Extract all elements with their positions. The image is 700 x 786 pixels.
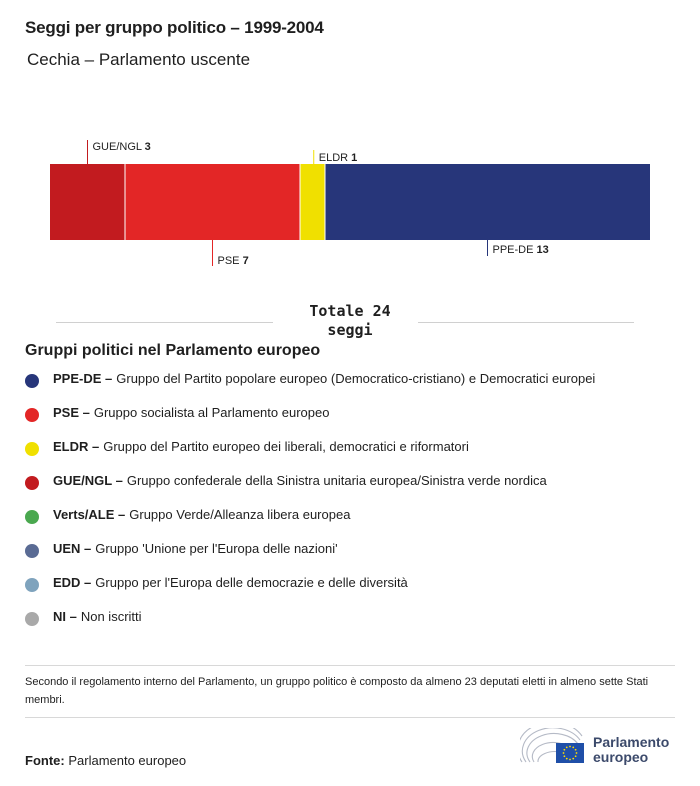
eu-star <box>569 746 571 748</box>
legend-abbr: GUE/NGL – <box>53 473 123 488</box>
legend-desc: Gruppo del Partito europeo dei liberali, democratici e riformatori <box>103 439 469 454</box>
bar-segment-pse <box>125 164 300 240</box>
segment-label <box>93 141 151 153</box>
eu-star <box>575 749 577 751</box>
legend-item <box>25 541 595 575</box>
bar-segment-gue-ngl <box>50 164 125 240</box>
segment-label-value: 3 <box>144 141 151 153</box>
eu-star <box>569 759 571 761</box>
hemicycle-flag-icon <box>520 728 590 768</box>
legend-abbr: EDD – <box>53 575 92 590</box>
legend <box>25 371 595 643</box>
legend-item <box>25 405 595 439</box>
eu-star <box>572 746 574 748</box>
footnote: Secondo il regolamento interno del Parlamento, un gruppo politico è composto da almeno 23 deputati eletti in almeno sette Stati membri. <box>25 676 649 706</box>
legend-desc: Gruppo del Partito popolare europeo (Democratico-cristiano) e Democratici europei <box>116 371 596 386</box>
segment-label-value: 13 <box>536 244 549 256</box>
legend-abbr: Verts/ALE – <box>53 507 126 522</box>
source-text: Parlamento europeo <box>68 753 187 768</box>
chart-title: Seggi per gruppo politico – 1999-2004 <box>25 18 324 37</box>
logo-line2: europeo <box>593 749 649 765</box>
legend-item <box>25 609 595 643</box>
total-seats-count: Totale 24 <box>309 302 391 320</box>
total-seats <box>0 302 700 342</box>
seats-stacked-bar-chart <box>0 130 700 270</box>
eu-star <box>575 755 577 757</box>
eu-star <box>566 758 568 760</box>
legend-desc: Gruppo Verde/Alleanza libera europea <box>129 507 351 522</box>
legend-dot <box>25 578 39 592</box>
legend-item <box>25 371 595 405</box>
legend-abbr: PSE – <box>53 405 90 420</box>
divider <box>25 665 675 666</box>
segment-label <box>493 244 549 256</box>
legend-dot <box>25 510 39 524</box>
source <box>25 753 186 768</box>
legend-dot <box>25 442 39 456</box>
legend-desc: Gruppo socialista al Parlamento europeo <box>93 405 330 420</box>
eu-star <box>576 752 578 754</box>
legend-abbr: NI – <box>53 609 77 624</box>
eu-star <box>563 755 565 757</box>
divider <box>25 717 675 718</box>
segment-label-name: PPE-DE <box>492 244 537 256</box>
eu-star <box>563 752 565 754</box>
segment-label-name: ELDR <box>318 152 352 164</box>
legend-abbr: UEN – <box>53 541 92 556</box>
legend-desc: Gruppo per l'Europa delle democrazie e delle diversità <box>95 575 408 590</box>
eu-star <box>563 749 565 751</box>
legend-item <box>25 507 595 541</box>
segment-label-value: 1 <box>351 152 358 164</box>
logo-text <box>593 735 669 765</box>
segment-label-name: GUE/NGL <box>92 141 145 153</box>
chart-subtitle: Cechia – Parlamento uscente <box>27 50 251 69</box>
legend-desc: Non iscritti <box>80 609 142 624</box>
parlamento-europeo-logo <box>520 728 680 768</box>
legend-item <box>25 439 595 473</box>
legend-item <box>25 473 595 507</box>
legend-item <box>25 575 595 609</box>
legend-abbr: PPE-DE – <box>53 371 113 386</box>
legend-dot <box>25 476 39 490</box>
segment-label-name: PSE <box>217 255 243 267</box>
legend-desc: Gruppo confederale della Sinistra unitaria europea/Sinistra verde nordica <box>126 473 547 488</box>
eu-star <box>566 746 568 748</box>
segment-label <box>218 255 249 267</box>
legend-dot <box>25 408 39 422</box>
legend-dot <box>25 374 39 388</box>
legend-dot <box>25 544 39 558</box>
total-seats-text <box>290 302 410 340</box>
total-divider-left <box>56 322 273 323</box>
eu-star <box>572 758 574 760</box>
segment-label-value: 7 <box>242 255 249 267</box>
legend-desc: Gruppo 'Unione per l'Europa delle nazioni' <box>95 541 338 556</box>
legend-abbr: ELDR – <box>53 439 100 454</box>
legend-dot <box>25 612 39 626</box>
logo-line1: Parlamento <box>593 734 670 750</box>
bar-segment-eldr <box>300 164 325 240</box>
legend-title: Gruppi politici nel Parlamento europeo <box>25 342 321 359</box>
segment-label <box>319 152 358 164</box>
total-seats-unit: seggi <box>327 321 373 339</box>
source-label: Fonte: <box>25 753 65 768</box>
total-divider-right <box>418 322 634 323</box>
bar-segment-ppe-de <box>325 164 650 240</box>
